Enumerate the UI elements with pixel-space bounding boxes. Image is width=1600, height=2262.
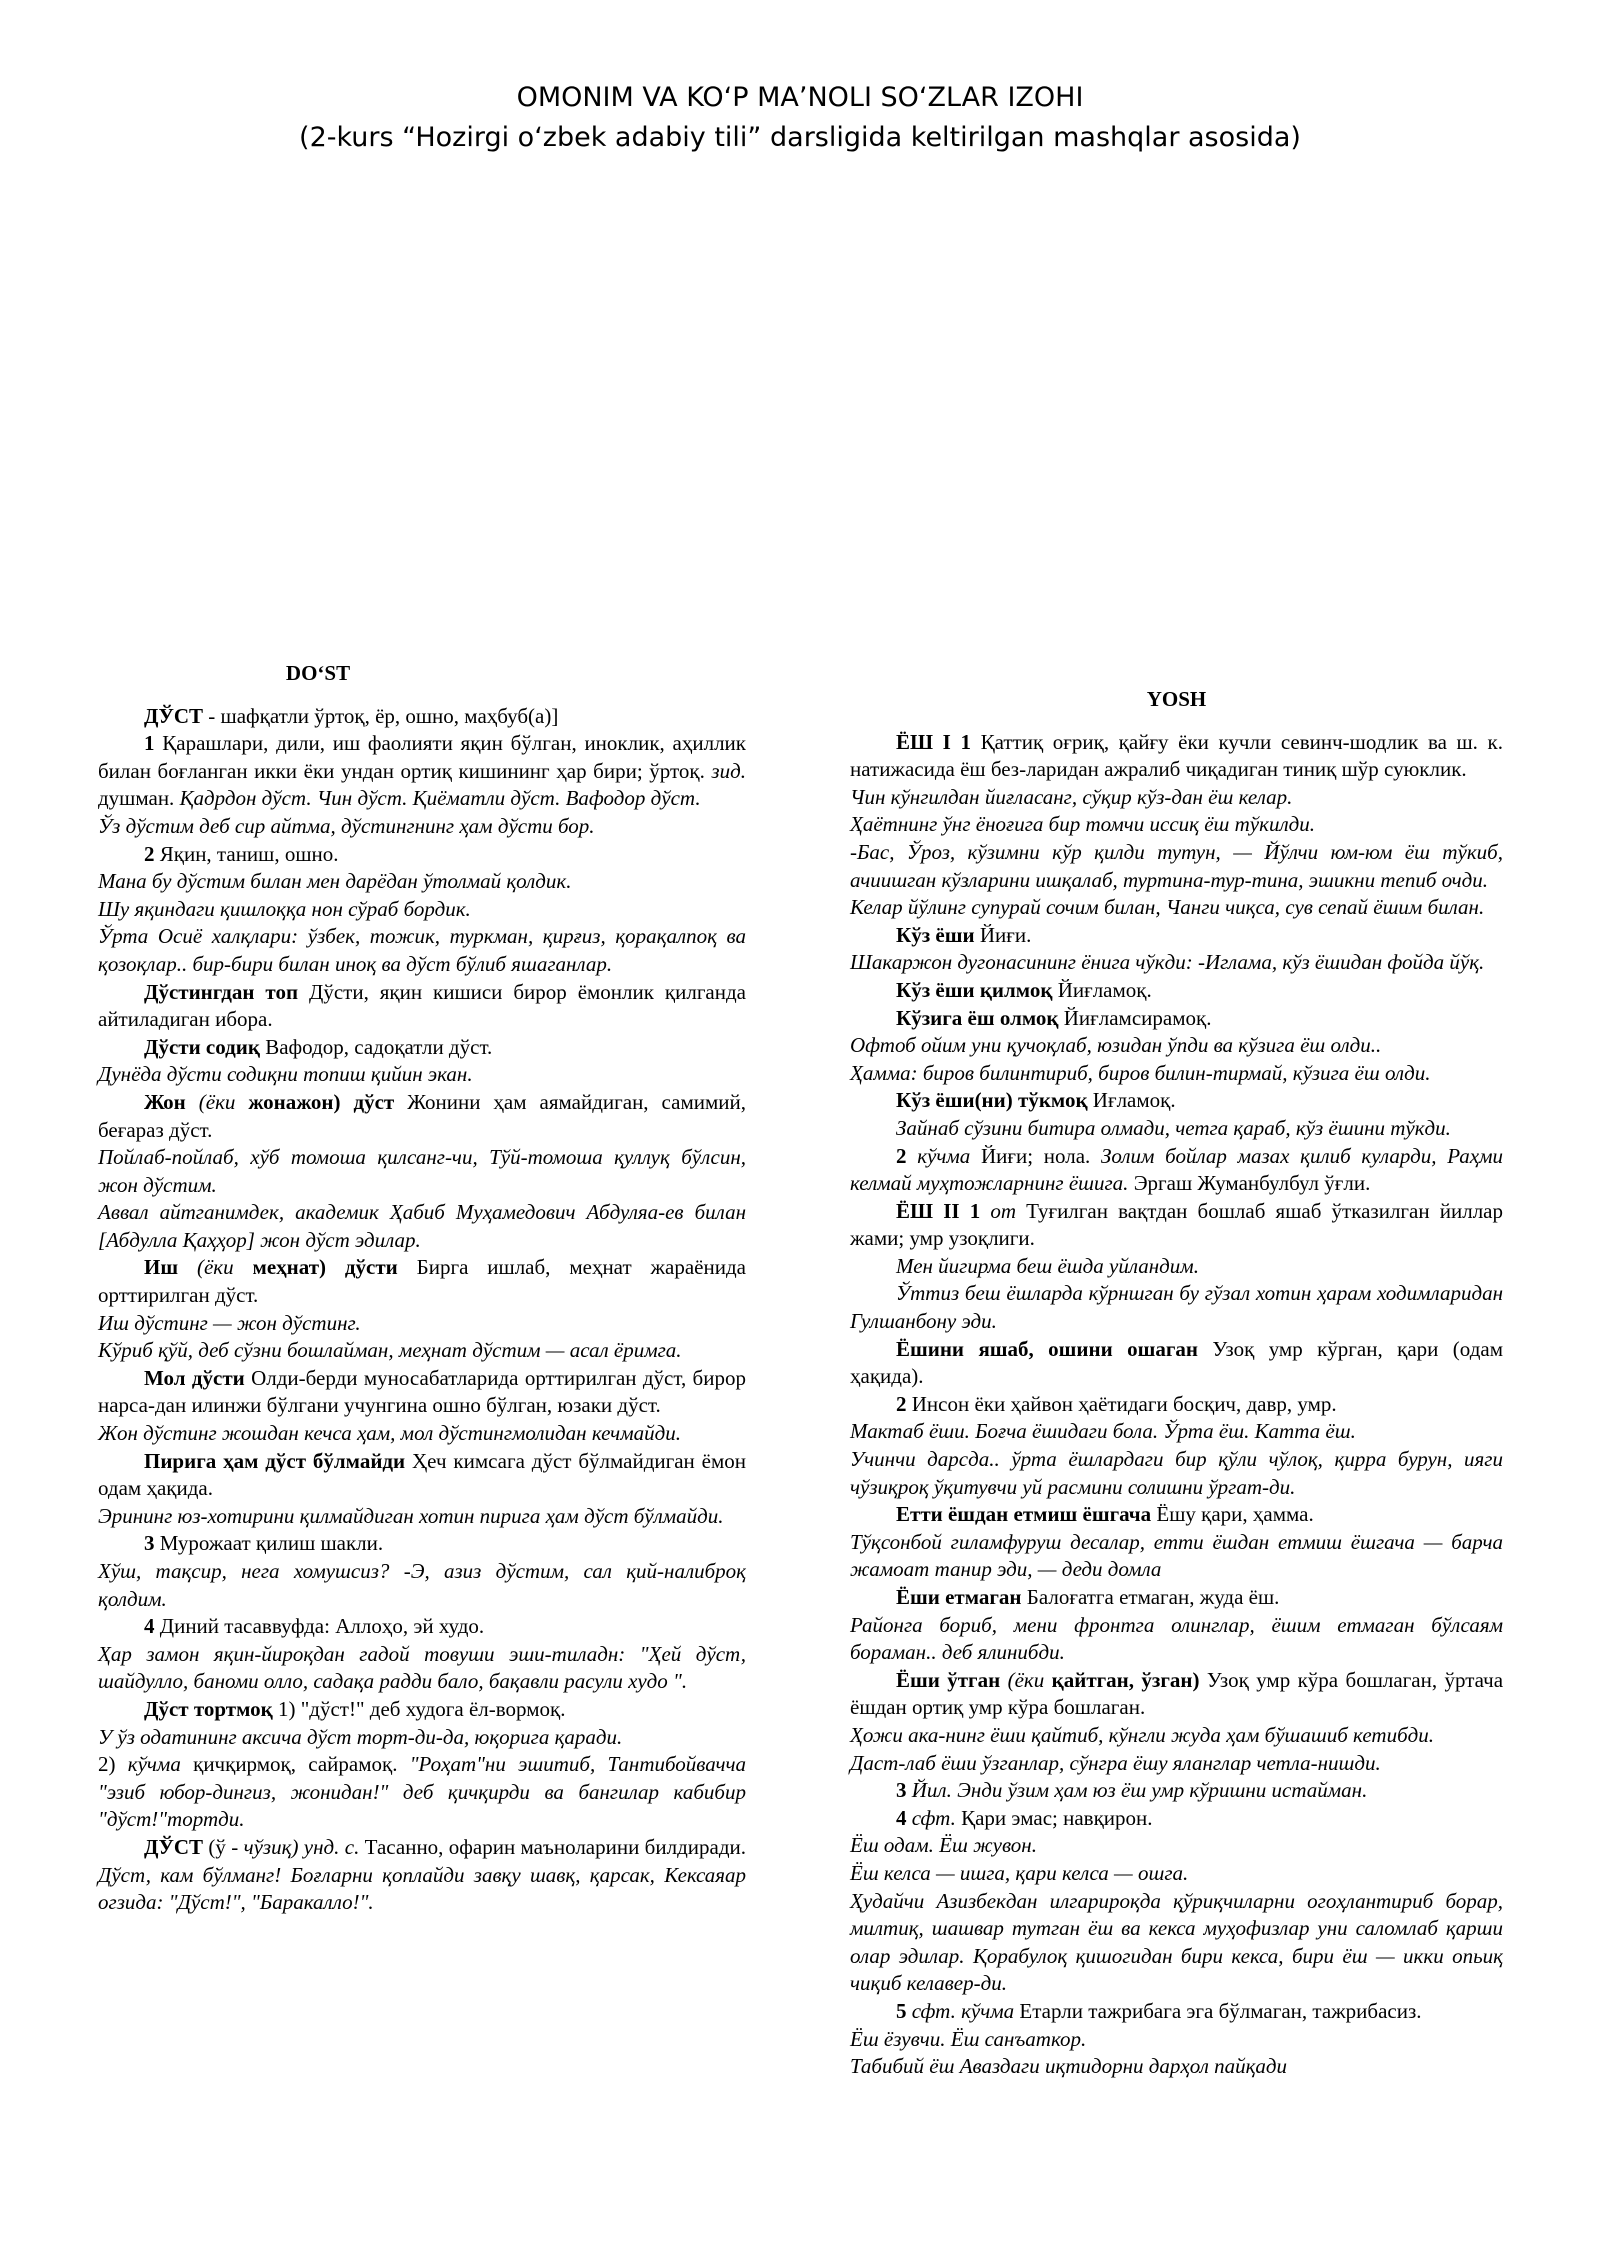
entry-line: 3 Йил. Энди ўзим ҳам юз ёш умр кўришни истайман.: [896, 1778, 1368, 1803]
example-line: Тўқсонбой гиламфуруш десалар, етти ёшдан етмиш ёшгача — барча жамоат танир эди, — деди домла: [850, 1529, 1503, 1582]
example-line: Хўш, тақсир, нега хомушсиз? -Э, азиз дўстим, сал қий-налиброқ қолдим.: [98, 1559, 746, 1611]
example-line: Ҳамма: биров билинтириб, биров билин-тирмай, кўзига ёш олди.: [850, 1060, 1431, 1085]
left-column-title: DOʻST: [285, 661, 351, 685]
left-column-dost: [98, 660, 746, 1917]
example-line: Жон дўстинг жошдан кечса ҳам, мол дўстингмолидан кечмайди.: [98, 1421, 681, 1446]
page-header: [0, 78, 1600, 158]
entry-line: Иш (ёки меҳнат) дўсти Бирга ишлаб, меҳнат жараёнида орттирилган дўст.: [98, 1255, 746, 1308]
example-line: Ўрта Осиё халқлари: ўзбек, тожик, туркман, қирғиз, қорақалпоқ ва қозоқлар.. бир-бири билан иноқ ва дўст бўлиб яшаганлар.: [98, 924, 746, 976]
entry-line: ЁШ I 1 Қаттиқ оғриқ, қайғу ёки кучли севинч-шодлик ва ш. к. натижасида ёш без-ларидан ажралиб чиқадиган тиниқ шўр суюклик.: [850, 729, 1503, 782]
example-line: Шакаржон дугонасининг ёнига чўкди: -Иглама, кўз ёшидан фойда йўқ.: [850, 950, 1485, 975]
example-line: Даст-лаб ёши ўзганлар, сўнгра ёшу яланглар четла-нишди.: [850, 1750, 1381, 1775]
example-line: Мен йигирма беш ёшда уйландим.: [896, 1253, 1199, 1278]
entry-line: 1 Қарашлари, дили, иш фаолияти яқин бўлган, иноклик, аҳиллик билан боғланган икки ёки ундан ортиқ кишининг ҳар бири; ўртоқ. зид. душман. Қадрдон дўст. Чин дўст. Қиёматли дўст. Вафодор дўст.: [98, 731, 746, 811]
example-line: Ҳар замон яқин-йироқдан гадой товуши эши-тиладн: "Ҳей дўст, шайдулло, баноми олло, садақа радди бало, бақавли расули худо ".: [98, 1641, 746, 1694]
entry-line: 2) кўчма қичқирмоқ, сайрамоқ. "Роҳат"ни эшитиб, Тантибойвачча "эзиб юбор-дингиз, жонидан!" деб қичқирди ва бангилар кабибир "дўст!"тортди.: [98, 1752, 746, 1832]
entry-line: Мол дўсти Олди-берди муносабатларида орттирилган дўст, бирор нарса-дан илинжи бўлгани учунгина ошно бўлган, юзаки дўст.: [98, 1365, 746, 1418]
entry-line: 5 сфт. кўчма Етарли тажрибага эга бўлмаган, тажрибасиз.: [896, 1998, 1422, 2023]
example-line: Ўз дўстим деб сир айтма, дўстингнинг ҳам дўсти бор.: [98, 813, 595, 838]
entry-line: Кўз ёши қилмоқ Йиғламоқ.: [896, 977, 1152, 1002]
right-column-yosh: [850, 686, 1503, 2081]
example-line: Чин кўнгилдан йиғласанг, сўқир кўз-дан ёш келар.: [850, 784, 1293, 809]
entry-line: Кўз ёши Йиғи.: [896, 922, 1032, 947]
example-line: Учинчи дарсда.. ўрта ёшлардаги бир қўли чўлоқ, қирра бурун, ияги чўзиқроқ ўқитувчи уй расмини солишни ўргат-ди.: [850, 1447, 1503, 1499]
entry-line: Дўсти содиқ Вафодор, садоқатли дўст.: [144, 1034, 493, 1059]
example-line: Ёш келса — ишга, қари келса — ошга.: [850, 1860, 1189, 1885]
example-line: Келар йўлинг супурай сочим билан, Чанги чиқса, сув сепай ёшим билан.: [850, 895, 1485, 920]
example-line: Офтоб ойим уни қучоқлаб, юзидан ўпди ва кўзига ёш олди..: [850, 1033, 1382, 1058]
entry-line: Пирига ҳам дўст бўлмайди Ҳеч кимсага дўст бўлмайдиган ёмон одам ҳақида.: [98, 1448, 746, 1501]
entry-line: Ёши етмаган Балоғатга етмаган, жуда ёш.: [896, 1585, 1280, 1609]
example-line: Ўттиз беш ёшларда кўрншган бу гўзал хотин ҳарам ходимларидан Гулшанбону эди.: [850, 1281, 1503, 1334]
entry-line: Жон (ёки жонажон) дўст Жонини ҳам аямайдиган, самимий, беғараз дўст.: [98, 1089, 746, 1142]
example-line: Пойлаб-пойлаб, хўб томоша қилсанг-чи, Тўй-томоша қуллуқ бўлсин, жон дўстим.: [98, 1145, 746, 1197]
example-line: Районга бориб, мени фронтга олинглар, ёшим етмаган бўлсаям бораман.. деб ялинибди.: [850, 1612, 1503, 1665]
entry-line: 4 сфт. Қари эмас; навқирон.: [896, 1805, 1153, 1830]
entry-line: ЁШ II 1 от Туғилган вақтдан бошлаб яшаб ўтказилган йиллар жами; умр узоқлиги.: [850, 1198, 1503, 1251]
entry-line: 2 Яқин, таниш, ошно.: [144, 841, 339, 866]
example-line: Аввал айтганимдек, академик Ҳабиб Муҳамедович Абдуляа-ев билан [Абдулла Қаҳҳор] жон дўст эдилар.: [98, 1200, 746, 1252]
entry-line: Ёши ўтган (ёки қайтган, ўзган) Узоқ умр кўра бошлаган, ўртача ёшдан ортиқ умр кўра бошлаган.: [850, 1667, 1504, 1720]
example-line: Шу яқиндаги қишлоққа нон сўраб бордик.: [98, 896, 471, 921]
example-line: Ҳожи ака-нинг ёши қайтиб, кўнгли жуда ҳам бўшашиб кетибди.: [850, 1722, 1435, 1747]
example-line: Кўриб қўй, деб сўзни бошлайман, меҳнат дўстим — асал ёримга.: [98, 1338, 682, 1363]
entry-line: ДЎСТ (ў - чўзиқ) унд. с. Тасанно, офарин маъноларини билдиради. Дўст, кам бўлманг! Боғларни қоплайди завқу шавқ, қарсак, Кексаяар огзида: "Дўст!", "Баракалло!".: [98, 1834, 746, 1915]
example-line: Зайнаб сўзини битира олмади, четга қараб, кўз ёшини тўкди.: [896, 1115, 1451, 1140]
entry-line: Дўстингдан топ Дўсти, яқин кишиси бирор ёмонлик қилганда айтиладиган ибора.: [98, 979, 746, 1032]
example-line: Мана бу дўстим билан мен дарёдан ўтолмай қолдик.: [98, 869, 572, 894]
entry-line: Ёшини яшаб, ошини ошаган Узоқ умр кўрган, қари (одам ҳақида).: [850, 1336, 1503, 1389]
example-line: Мактаб ёши. Боғча ёшидаги бола. Ўрта ёш. Катта ёш.: [850, 1419, 1356, 1444]
example-line: -Бас, Ўроз, кўзимни кўр қилди тутун, — Йўлчи юм-юм ёш тўкиб, ачиишган кўзларини ишқалаб, туртина-тур-тина, эшикни тепиб очди.: [850, 839, 1503, 892]
entry-line: 3 Мурожаат қилиш шакли.: [144, 1531, 384, 1556]
example-line: Ёш ёзувчи. Ёш санъаткор.: [850, 2026, 1087, 2051]
example-line: Табибий ёш Аваздаги иқтидорни дарҳол пайқади: [850, 2054, 1288, 2079]
entry-line: Етти ёшдан етмиш ёшгача Ёшу қари, ҳамма.: [896, 1502, 1314, 1527]
example-line: Дунёда дўсти содиқни топиш қийин экан.: [98, 1062, 473, 1087]
page-subtitle: (2-kurs “Hozirgi oʻzbek adabiy tili” darsligida keltirilgan mashqlar asosida): [299, 122, 1301, 153]
example-line: Ҳаётнинг ўнг ёноғига бир томчи иссиқ ёш тўкилди.: [850, 812, 1315, 837]
entry-line: Кўз ёши(ни) тўкмоқ Иғламоқ.: [896, 1088, 1176, 1113]
example-line: Эрининг юз-хотирини қилмайдиган хотин пирига ҳам дўст бўлмайди.: [98, 1503, 724, 1528]
example-line: Ёш одам. Ёш жувон.: [850, 1833, 1037, 1858]
entry-line: Кўзига ёш олмоқ Йиғламсирамоқ.: [896, 1005, 1212, 1030]
example-line: У ўз одатининг аксича дўст торт-ди-да, юқорига қаради.: [98, 1724, 623, 1749]
entry-line: 2 кўчма Йиғи; нола. Золим бойлар мазах қилиб куларди, Раҳми келмай муҳтожларнинг ёшига. Эргаш Жуманбулбул ўғли.: [850, 1143, 1503, 1196]
example-line: Ҳудайчи Азизбекдан илгарироқда қўриқчиларни огоҳлантириб борар, милтиқ, шашвар тутган ёш ва кекса муҳофизлар уни саломлаб қарши олар эдилар. Қорабулоқ қишогидан бири кекса, бири ёш — икки опьиқ чиқиб келавер-ди.: [850, 1888, 1503, 1996]
entry-line: Дўст тортмоқ 1) "дўст!" деб худога ёл-вормоқ.: [144, 1696, 566, 1721]
example-line: Иш дўстинг — жон дўстинг.: [98, 1310, 361, 1335]
entry-line: ДЎСТ - шафқатли ўртоқ, ёр, ошно, маҳбуб(а)]: [144, 703, 559, 728]
right-column-title: YOSH: [1146, 687, 1207, 711]
entry-line: 4 Диний тасаввуфда: Аллоҳо, эй худо.: [144, 1614, 485, 1639]
page-title: OMONIM VA KOʻP MAʼNOLI SOʻZLAR IZOHI: [516, 82, 1084, 113]
entry-line: 2 Инсон ёки ҳайвон ҳаётидаги босқич, давр, умр.: [896, 1391, 1337, 1416]
